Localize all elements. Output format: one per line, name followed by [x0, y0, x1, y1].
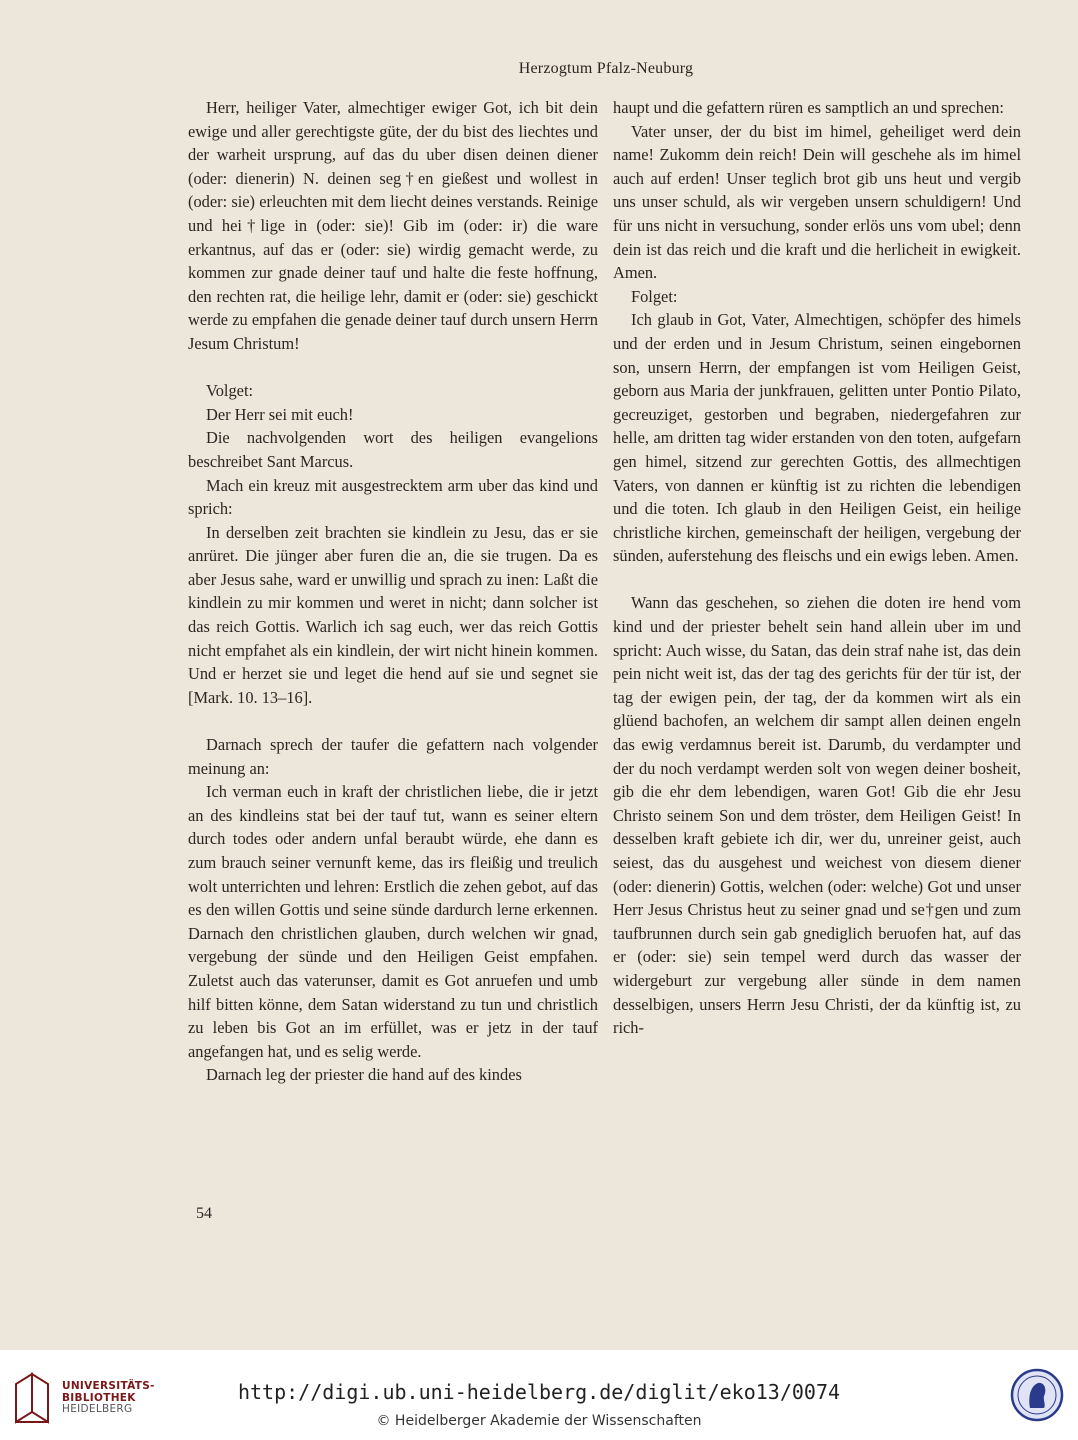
paragraph: Vater unser, der du bist im himel, geheiliget werd dein name! Zukomm dein reich! Dein will geschehe als im himel auch auf erden! Unser teglich brot gib uns heut und vergib uns unser schuld, als wir vergeben unsern schuldigern! Und für uns nicht in versuchung, sonder erlös uns vom ubel; denn dein ist das reich und die kraft und die herlicheit in ewigkeit. Amen.	[613, 121, 1021, 283]
running-head: Herzogtum Pfalz-Neuburg	[518, 60, 694, 77]
paragraph: Die nachvolgenden wort des heiligen evangelions beschreibet Sant Marcus.	[188, 428, 598, 471]
paragraph: Wann das geschehen, so ziehen die doten ire hend vom kind und der priester behelt sein hand allein uber im und spricht: Auch wisse, du Satan, das dein straf nahe ist, das dein pein nicht weit ist, das der tag des gerichts für der tür ist, der tag der ewigen pein, der tag, der da kommen wirt als ein glüend bachofen, an welchem dir sampt allen deinen engeln das ewig verdamnus bereit ist. Darumb, du verdampter und der du noch verdampt werden solt von wegen deiner bosheit, gib die ehr dem lebendigen, waren Got! Gib die ehr Jesu Christo seinem Son und dem tröster, dem Heiligen Geist! In desselben kraft gebiete ich dir, wer du, unreiner geist, auch seiest, das du ausgehest und weichest von diesem diener (oder: dienerin) Gottis, welchen (oder: welche) Got und unser Herr Jesus Christus heut zu seiner gnad und se†gen und zum taufbrunnen durch sein gab gnediglich beruofen hat, auf das er (oder: sie) sein tempel werd durch das wasser der widergeburt zur vergebung aller sünde in dem namen desselbigen, unsers Herrn Jesu Christi, der da künftig ist, zu rich-	[613, 593, 1021, 1038]
paragraph: Mach ein kreuz mit ausgestrecktem arm uber das kind und sprich:	[188, 475, 598, 519]
paragraph: haupt und die gefattern rüren es samptlich an und sprechen:	[613, 98, 1004, 117]
copyright-notice: © Heidelberger Akademie der Wissenschaften	[376, 1413, 702, 1429]
paragraph: Folget:	[631, 286, 678, 306]
paragraph: Ich verman euch in kraft der christlichen liebe, die ir jetzt an des kindleins stat bei der tauf tut, wann es seiner eltern durch todes oder andern unfal beraubt würde, ehe dann es zum brauch seiner vernunft keme, das irs fleißig und treulich wolt unterrichten und lehren: Erstlich die zehen gebot, auf das es den willen Gottis und seine sünde dardurch lerne erkennen. Darnach den christlichen glauben, durch welchen wir gnad, vergebung der sünde und den Heiligen Geist empfahen. Zuletst auch das vaterunser, damit es Got anruefen und umb hilf bitten könne, dem Satan widerstand zu tun und christlich zu leben bis Got an im erfüllet, was er jetz in der tauf angefangen hat, und es selig werde.	[188, 782, 598, 1061]
footer-bar	[0, 1350, 1078, 1440]
right-column	[613, 96, 1021, 1040]
paragraph: Ich glaub in Got, Vater, Almechtigen, schöpfer des himels und der erden und in Jesum Christum, seinen eingebornen son, unsern Herrn, der empfangen ist vom Heiligen Geist, geborn aus Maria der junkfrauen, gelitten unter Pontio Pilato, gecreuziget, gestorben und begraben, niedergefahren zur helle, am dritten tag wider erstanden von den toten, aufgefarn gen himel, sitzend zur gerechten Gottis, des allmechtigen Vaters, von dannen er künftig ist zu richten die lebendigen und die toten. Ich glaub in den Heiligen Geist, ein heilige christliche kirchen, gemeinschaft der heiligen, vergebung der sünden, auferstehung des fleischs und ein ewigs leben. Amen.	[613, 310, 1021, 566]
library-name: UNIVERSITÄTS- BIBLIOTHEK HEIDELBERG	[62, 1380, 155, 1415]
paragraph: Volget:	[206, 381, 254, 401]
source-url-link[interactable]: http://digi.ub.uni-heidelberg.de/diglit/eko13/0074	[237, 1380, 841, 1404]
paragraph: Der Herr sei mit euch!	[206, 404, 354, 424]
paragraph: Darnach sprech der taufer die gefattern nach volgender meinung an:	[188, 735, 598, 778]
left-column	[188, 96, 598, 1087]
academy-seal-icon	[1010, 1368, 1064, 1422]
paragraph: Darnach leg der priester die hand auf des kindes	[206, 1065, 522, 1085]
paragraph: Herr, heiliger Vater, almechtiger ewiger Got, ich bit dein ewige und aller gerechtigste güte, der du bist des liechtes und der warheit ursprung, auf das du uber disen deinen diener (oder: dienerin) N. deinen seg†en gießest und wollest in (oder: sie) erleuchten mit dem liecht deines verstands. Reinige und hei†lige in (oder: sie)! Gib im (oder: ir) die ware erkantnus, auf das er (oder: sie) wirdig gemacht werde, zu kommen zur gnade deiner tauf und halte die feste hoffnung, den rechten rat, die heilige lehr, damit er (oder: sie) geschickt werde zu empfahen die genade deiner tauf durch unsern Herrn Jesum Christum!	[188, 98, 598, 353]
paragraph: In derselben zeit brachten sie kindlein zu Jesu, das er sie anrüret. Die jünger aber furen die an, die sie trugen. Da es aber Jesus sahe, ward er unwillig und sprach zu inen: Laßt die kindlein zu mir kommen und weret in nicht; dann solcher ist das reich Gottis. Warlich ich sag euch, wer das reich Gottis nicht empfahet als ein kindlein, der wirt nicht hinein kommen. Und er herzet sie und leget die hend auf sie und segnet sie [Mark. 10. 13–16].	[188, 522, 598, 707]
page-number: 54	[196, 1205, 212, 1222]
